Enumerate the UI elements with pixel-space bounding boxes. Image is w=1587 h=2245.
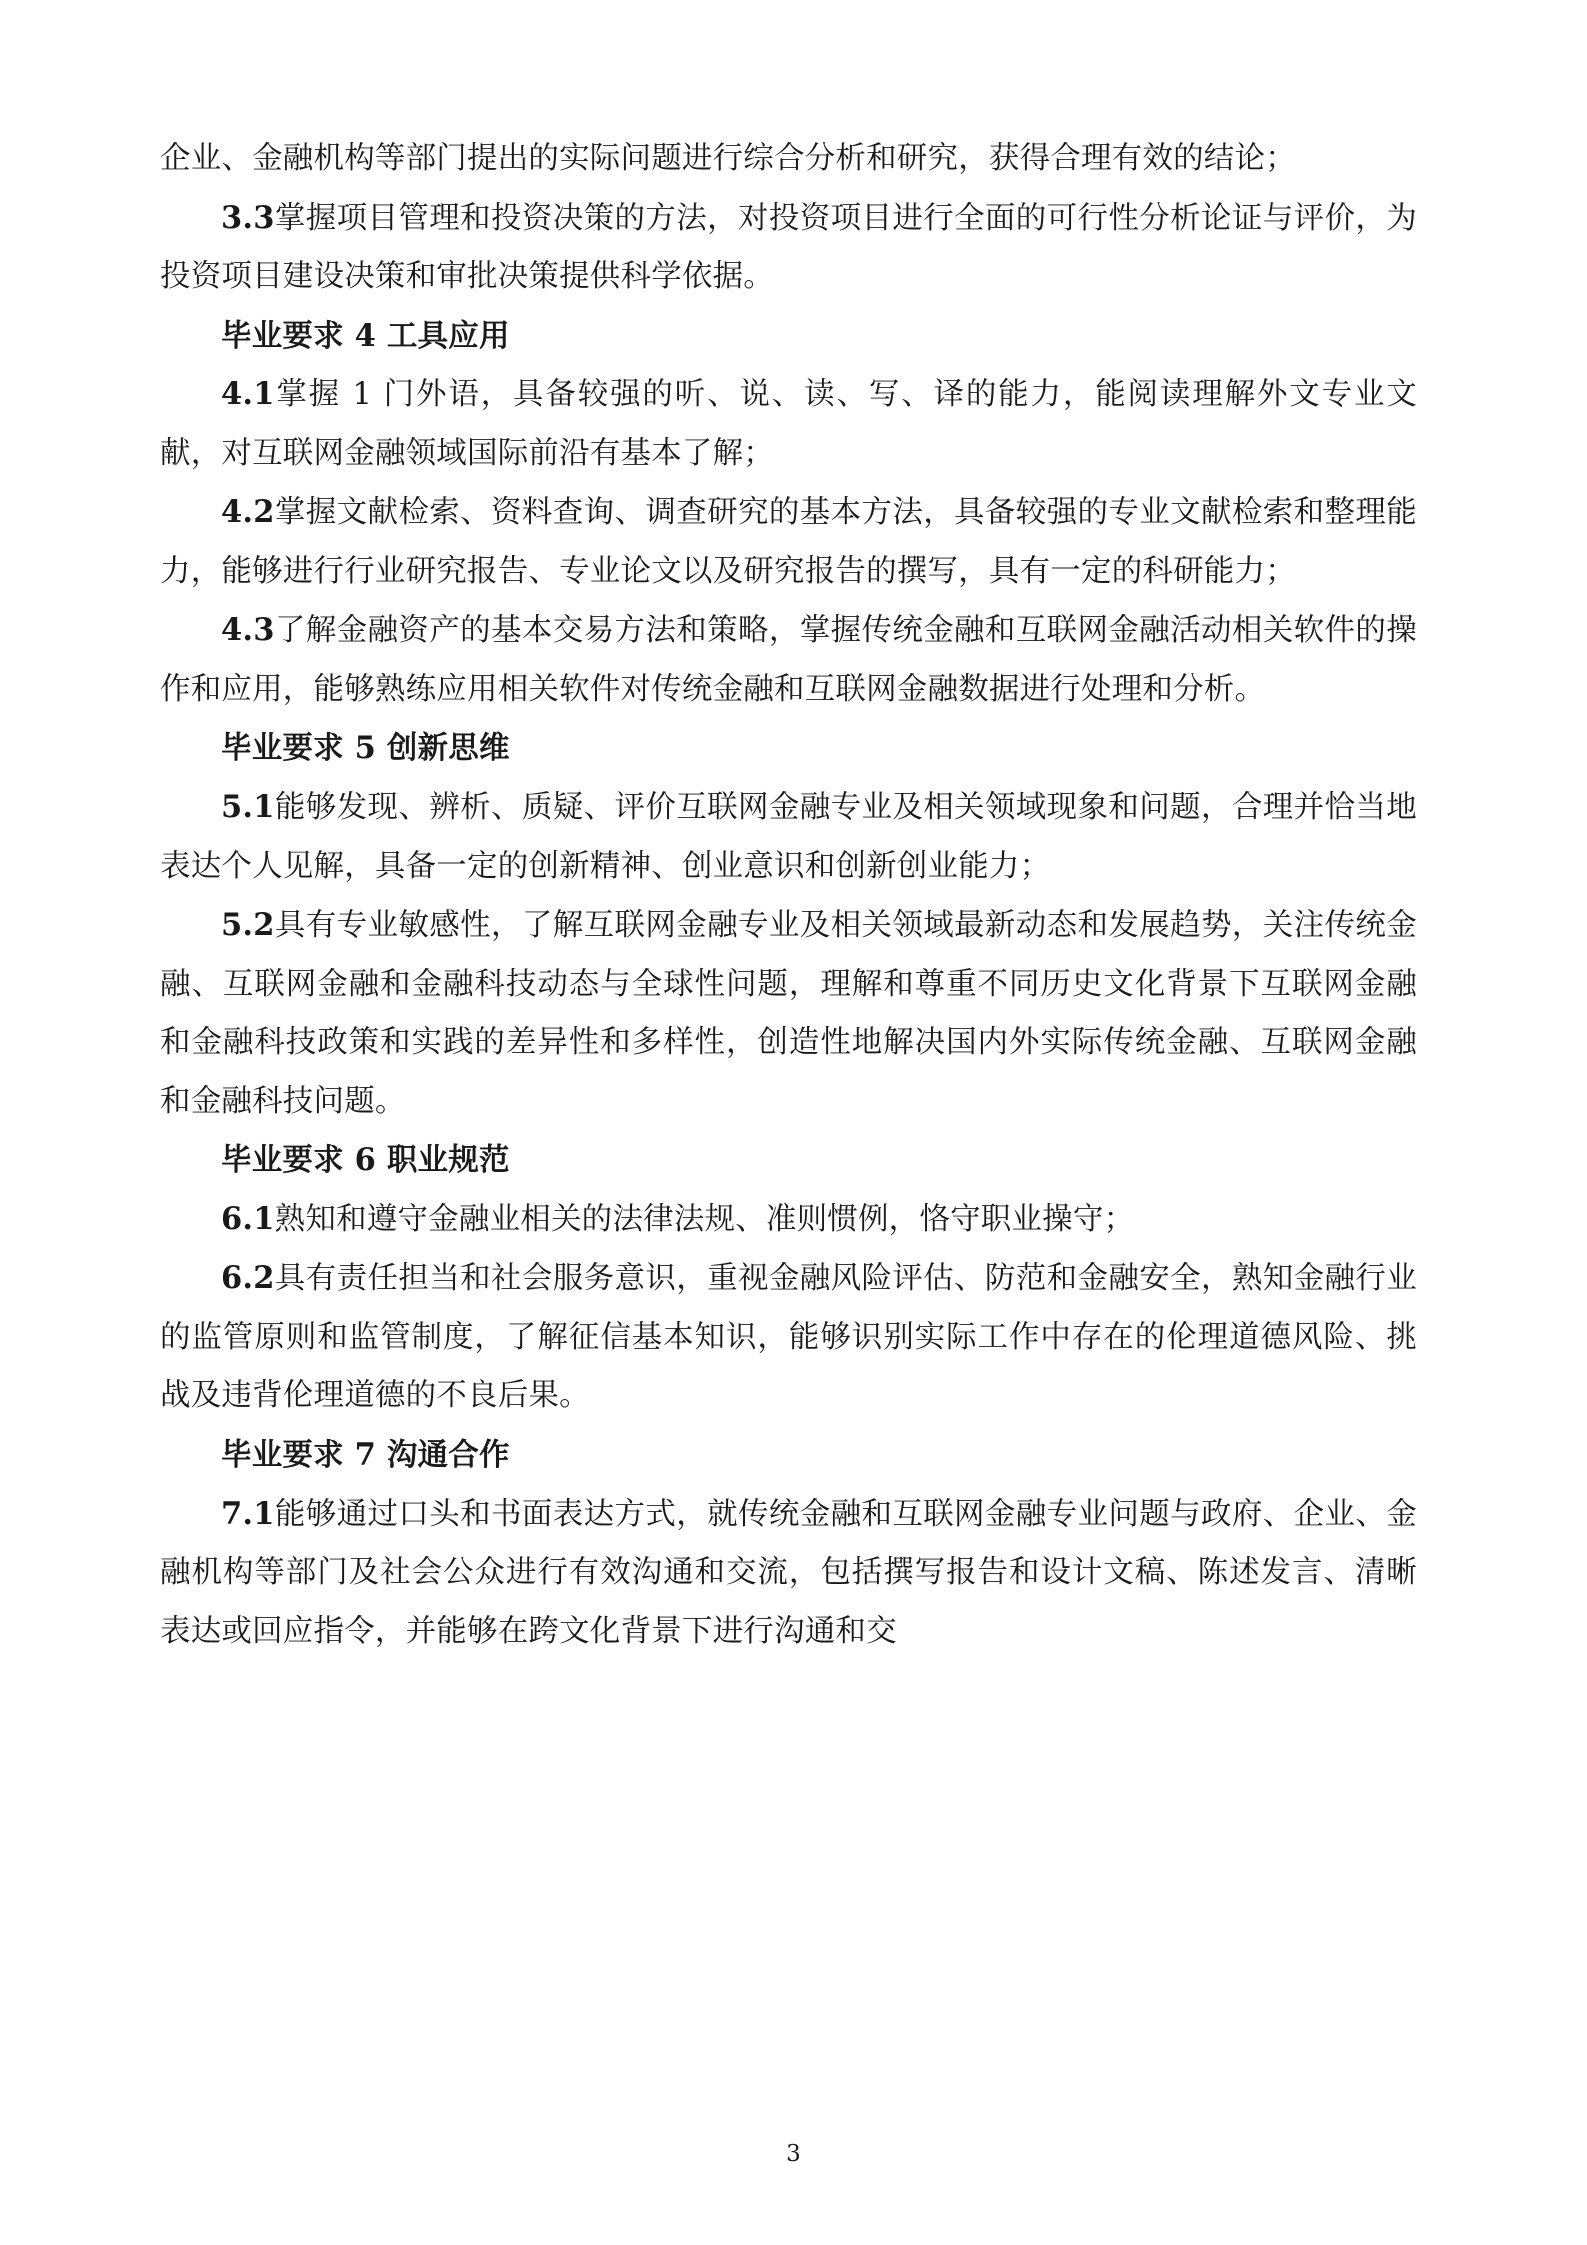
item-text-4-3: 了解金融资产的基本交易方法和策略，掌握传统金融和互联网金融活动相关软件的操作和应用，能够熟练应用相关软件对传统金融和互联网金融数据进行处理和分析。 — [160, 613, 1417, 707]
item-number-4-1: 4.1 — [221, 376, 275, 413]
item-text-6-2: 具有责任担当和社会服务意识，重视金融风险评估、防范和金融安全，熟知金融行业的监管原则和监管制度，了解征信基本知识，能够识别实际工作中存在的伦理道德风险、挑战及违背伦理道德的不良后果。 — [160, 1261, 1417, 1414]
list-item-5-1 — [160, 778, 1417, 896]
item-text-7-1: 能够通过口头和书面表达方式，就传统金融和互联网金融专业问题与政府、企业、金融机构等部门及社会公众进行有效沟通和交流，包括撰写报告和设计文稿、陈述发言、清晰表达或回应指令，并能够在跨文化背景下进行沟通和交 — [160, 1496, 1417, 1649]
paragraph-continuation: 企业、金融机构等部门提出的实际问题进行综合分析和研究，获得合理有效的结论； — [160, 141, 1296, 176]
heading-graduation-requirement-5: 毕业要求 5 创新思维 — [221, 730, 510, 767]
item-text-5-1: 能够发现、辨析、质疑、评价互联网金融专业及相关领域现象和问题，合理并恰当地表达个人见解，具备一定的创新精神、创业意识和创新创业能力； — [160, 790, 1417, 884]
item-number-7-1: 7.1 — [221, 1495, 275, 1532]
list-item-4-1 — [160, 365, 1417, 483]
item-number-4-2: 4.2 — [221, 494, 275, 531]
item-number-4-3: 4.3 — [221, 612, 275, 649]
heading-graduation-requirement-4: 毕业要求 4 工具应用 — [221, 317, 510, 354]
list-item-4-2 — [160, 483, 1417, 601]
list-item-7-1 — [160, 1485, 1417, 1662]
list-item-4-3 — [160, 601, 1417, 719]
item-number-5-1: 5.1 — [221, 789, 275, 826]
item-text-5-2: 具有专业敏感性，了解互联网金融专业及相关领域最新动态和发展趋势，关注传统金融、互联网金融和金融科技动态与全球性问题，理解和尊重不同历史文化背景下互联网金融和金融科技政策和实践的差异性和多样性，创造性地解决国内外实际传统金融、互联网金融和金融科技问题。 — [160, 908, 1417, 1119]
item-number-6-1: 6.1 — [221, 1200, 275, 1237]
list-item-5-2 — [160, 896, 1417, 1131]
heading-graduation-requirement-7: 毕业要求 7 沟通合作 — [221, 1437, 510, 1474]
page-number: 3 — [786, 2141, 801, 2167]
document-body — [160, 130, 1417, 1661]
item-text-3-3: 掌握项目管理和投资决策的方法，对投资项目进行全面的可行性分析论证与评价，为投资项目建设决策和审批决策提供科学依据。 — [160, 200, 1417, 295]
item-text-4-2: 掌握文献检索、资料查询、调查研究的基本方法，具备较强的专业文献检索和整理能力，能够进行行业研究报告、专业论文以及研究报告的撰写，具有一定的科研能力； — [160, 495, 1417, 589]
item-text-4-1: 掌握 1 门外语，具备较强的听、说、读、写、译的能力，能阅读理解外文专业文献，对互联网金融领域国际前沿有基本了解； — [160, 377, 1417, 471]
list-item-3-3 — [160, 189, 1417, 307]
heading-graduation-requirement-6: 毕业要求 6 职业规范 — [221, 1142, 510, 1179]
item-text-6-1: 熟知和遵守金融业相关的法律法规、准则惯例，恪守职业操守； — [274, 1201, 1135, 1237]
list-item-6-2 — [160, 1249, 1417, 1426]
item-number-6-2: 6.2 — [221, 1260, 275, 1297]
item-number-3-3: 3.3 — [221, 199, 275, 236]
item-number-5-2: 5.2 — [221, 907, 275, 944]
list-item-6-1 — [160, 1190, 1417, 1250]
